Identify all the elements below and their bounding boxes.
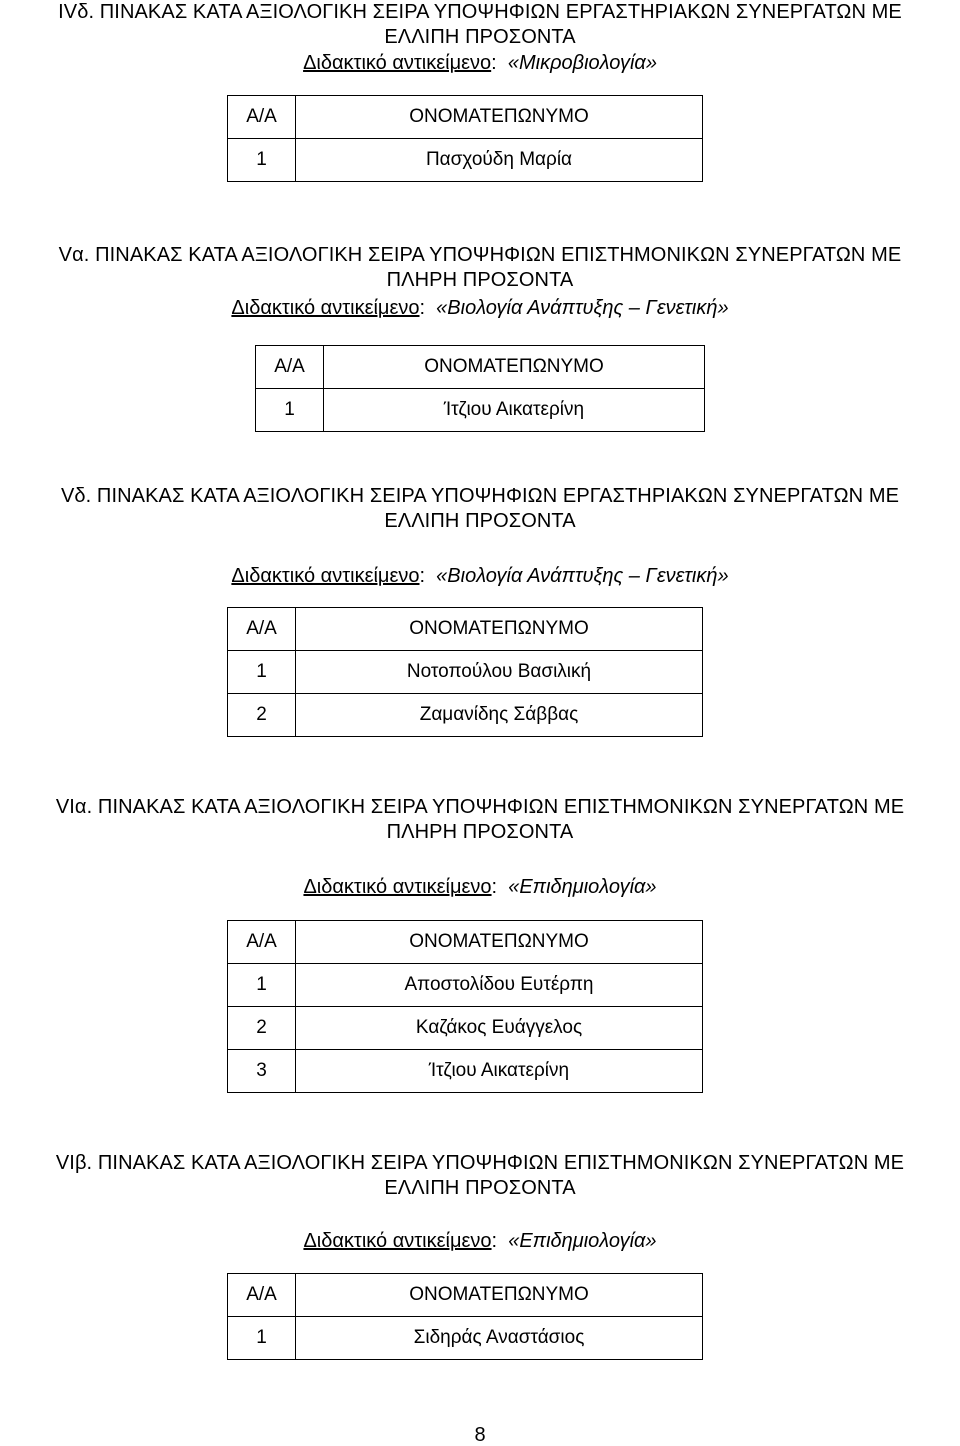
subject-label: Διδακτικό αντικείμενο [303, 876, 492, 898]
roster-table [227, 95, 703, 182]
row-aa: 3 [228, 1050, 296, 1093]
table-header-row [228, 96, 703, 139]
col-header-aa: Α/Α [228, 96, 296, 139]
subject-label: Διδακτικό αντικείμενο [303, 52, 492, 74]
section-heading-via [0, 795, 960, 845]
heading-line-1: IVδ. ΠΙΝΑΚΑΣ ΚΑΤΑ ΑΞΙΟΛΟΓΙΚΗ ΣΕΙΡΑ ΥΠΟΨΗΦΙΩΝ ΕΡΓΑΣΤΗΡΙΑΚΩΝ ΣΥΝΕΡΓΑΤΩΝ ΜΕ [58, 1, 902, 23]
col-header-aa: Α/Α [256, 346, 324, 389]
table-row [228, 1007, 703, 1050]
subject-value: «Βιολογία Ανάπτυξης – Γενετική» [436, 565, 729, 587]
page-number: 8 [474, 1424, 486, 1446]
heading-line-1: Vα. ΠΙΝΑΚΑΣ ΚΑΤΑ ΑΞΙΟΛΟΓΙΚΗ ΣΕΙΡΑ ΥΠΟΨΗΦΙΩΝ ΕΠΙΣΤΗΜΟΝΙΚΩΝ ΣΥΝΕΡΓΑΤΩΝ ΜΕ [58, 244, 902, 266]
col-header-aa: Α/Α [228, 1274, 296, 1317]
col-header-name: ΟΝΟΜΑΤΕΠΩΝΥΜΟ [296, 921, 703, 964]
row-aa: 1 [256, 389, 324, 432]
table-header-row [256, 346, 705, 389]
section-heading-ivd [0, 0, 960, 50]
row-aa: 1 [228, 964, 296, 1007]
row-name: Πασχούδη Μαρία [296, 139, 703, 182]
col-header-name: ΟΝΟΜΑΤΕΠΩΝΥΜΟ [296, 96, 703, 139]
subject-value: «Μικροβιολογία» [507, 52, 657, 74]
roster-table [227, 920, 703, 1093]
col-header-name: ΟΝΟΜΑΤΕΠΩΝΥΜΟ [324, 346, 705, 389]
subject-label: Διδακτικό αντικείμενο [231, 565, 420, 587]
col-header-aa: Α/Α [228, 921, 296, 964]
heading-line-1: VIβ. ΠΙΝΑΚΑΣ ΚΑΤΑ ΑΞΙΟΛΟΓΙΚΗ ΣΕΙΡΑ ΥΠΟΨΗΦΙΩΝ ΕΠΙΣΤΗΜΟΝΙΚΩΝ ΣΥΝΕΡΓΑΤΩΝ ΜΕ [55, 1152, 905, 1174]
row-name: Σιδηράς Αναστάσιος [296, 1317, 703, 1360]
subject-value: «Επιδημιολογία» [508, 1230, 657, 1252]
subject-line: Διδακτικό αντικείμενο: «Μικροβιολογία» [303, 52, 657, 74]
table-row [228, 139, 703, 182]
col-header-aa: Α/Α [228, 608, 296, 651]
roster-table [255, 345, 705, 432]
table-header-row [228, 608, 703, 651]
table-row [228, 1050, 703, 1093]
heading-line-2: ΠΛΗΡΗ ΠΡΟΣΟΝΤΑ [386, 269, 574, 291]
subject-line: Διδακτικό αντικείμενο: «Επιδημιολογία» [303, 1230, 657, 1252]
row-aa: 2 [228, 1007, 296, 1050]
col-header-name: ΟΝΟΜΑΤΕΠΩΝΥΜΟ [296, 1274, 703, 1317]
row-name: Νοτοπούλου Βασιλική [296, 651, 703, 694]
roster-table [227, 1273, 703, 1360]
heading-line-1: VIα. ΠΙΝΑΚΑΣ ΚΑΤΑ ΑΞΙΟΛΟΓΙΚΗ ΣΕΙΡΑ ΥΠΟΨΗΦΙΩΝ ΕΠΙΣΤΗΜΟΝΙΚΩΝ ΣΥΝΕΡΓΑΤΩΝ ΜΕ [55, 796, 905, 818]
row-aa: 1 [228, 651, 296, 694]
section-heading-vib [0, 1151, 960, 1201]
table-row [228, 651, 703, 694]
table-header-row [228, 921, 703, 964]
row-name: Ίτζιου Αικατερίνη [296, 1050, 703, 1093]
subject-label: Διδακτικό αντικείμενο [303, 1230, 492, 1252]
table-row [228, 964, 703, 1007]
section-heading-va [0, 243, 960, 293]
heading-line-1: Vδ. ΠΙΝΑΚΑΣ ΚΑΤΑ ΑΞΙΟΛΟΓΙΚΗ ΣΕΙΡΑ ΥΠΟΨΗΦΙΩΝ ΕΡΓΑΣΤΗΡΙΑΚΩΝ ΣΥΝΕΡΓΑΤΩΝ ΜΕ [60, 485, 900, 507]
section-heading-vd [0, 484, 960, 534]
heading-line-2: ΕΛΛΙΠΗ ΠΡΟΣΟΝΤΑ [384, 26, 576, 48]
subject-value: «Επιδημιολογία» [508, 876, 657, 898]
subject-line: Διδακτικό αντικείμενο: «Επιδημιολογία» [303, 876, 657, 898]
subject-label: Διδακτικό αντικείμενο [231, 297, 420, 319]
col-header-name: ΟΝΟΜΑΤΕΠΩΝΥΜΟ [296, 608, 703, 651]
row-aa: 1 [228, 1317, 296, 1360]
table-row [228, 1317, 703, 1360]
row-name: Ίτζιου Αικατερίνη [324, 389, 705, 432]
subject-line: Διδακτικό αντικείμενο: «Βιολογία Ανάπτυξης – Γενετική» [231, 297, 729, 319]
table-row [228, 694, 703, 737]
row-name: Αποστολίδου Ευτέρπη [296, 964, 703, 1007]
heading-line-2: ΠΛΗΡΗ ΠΡΟΣΟΝΤΑ [386, 821, 574, 843]
subject-line: Διδακτικό αντικείμενο: «Βιολογία Ανάπτυξης – Γενετική» [231, 565, 729, 587]
row-aa: 2 [228, 694, 296, 737]
row-name: Καζάκος Ευάγγελος [296, 1007, 703, 1050]
roster-table [227, 607, 703, 737]
row-aa: 1 [228, 139, 296, 182]
heading-line-2: ΕΛΛΙΠΗ ΠΡΟΣΟΝΤΑ [384, 1177, 576, 1199]
row-name: Ζαμανίδης Σάββας [296, 694, 703, 737]
table-header-row [228, 1274, 703, 1317]
table-row [256, 389, 705, 432]
heading-line-2: ΕΛΛΙΠΗ ΠΡΟΣΟΝΤΑ [384, 510, 576, 532]
subject-value: «Βιολογία Ανάπτυξης – Γενετική» [436, 297, 729, 319]
